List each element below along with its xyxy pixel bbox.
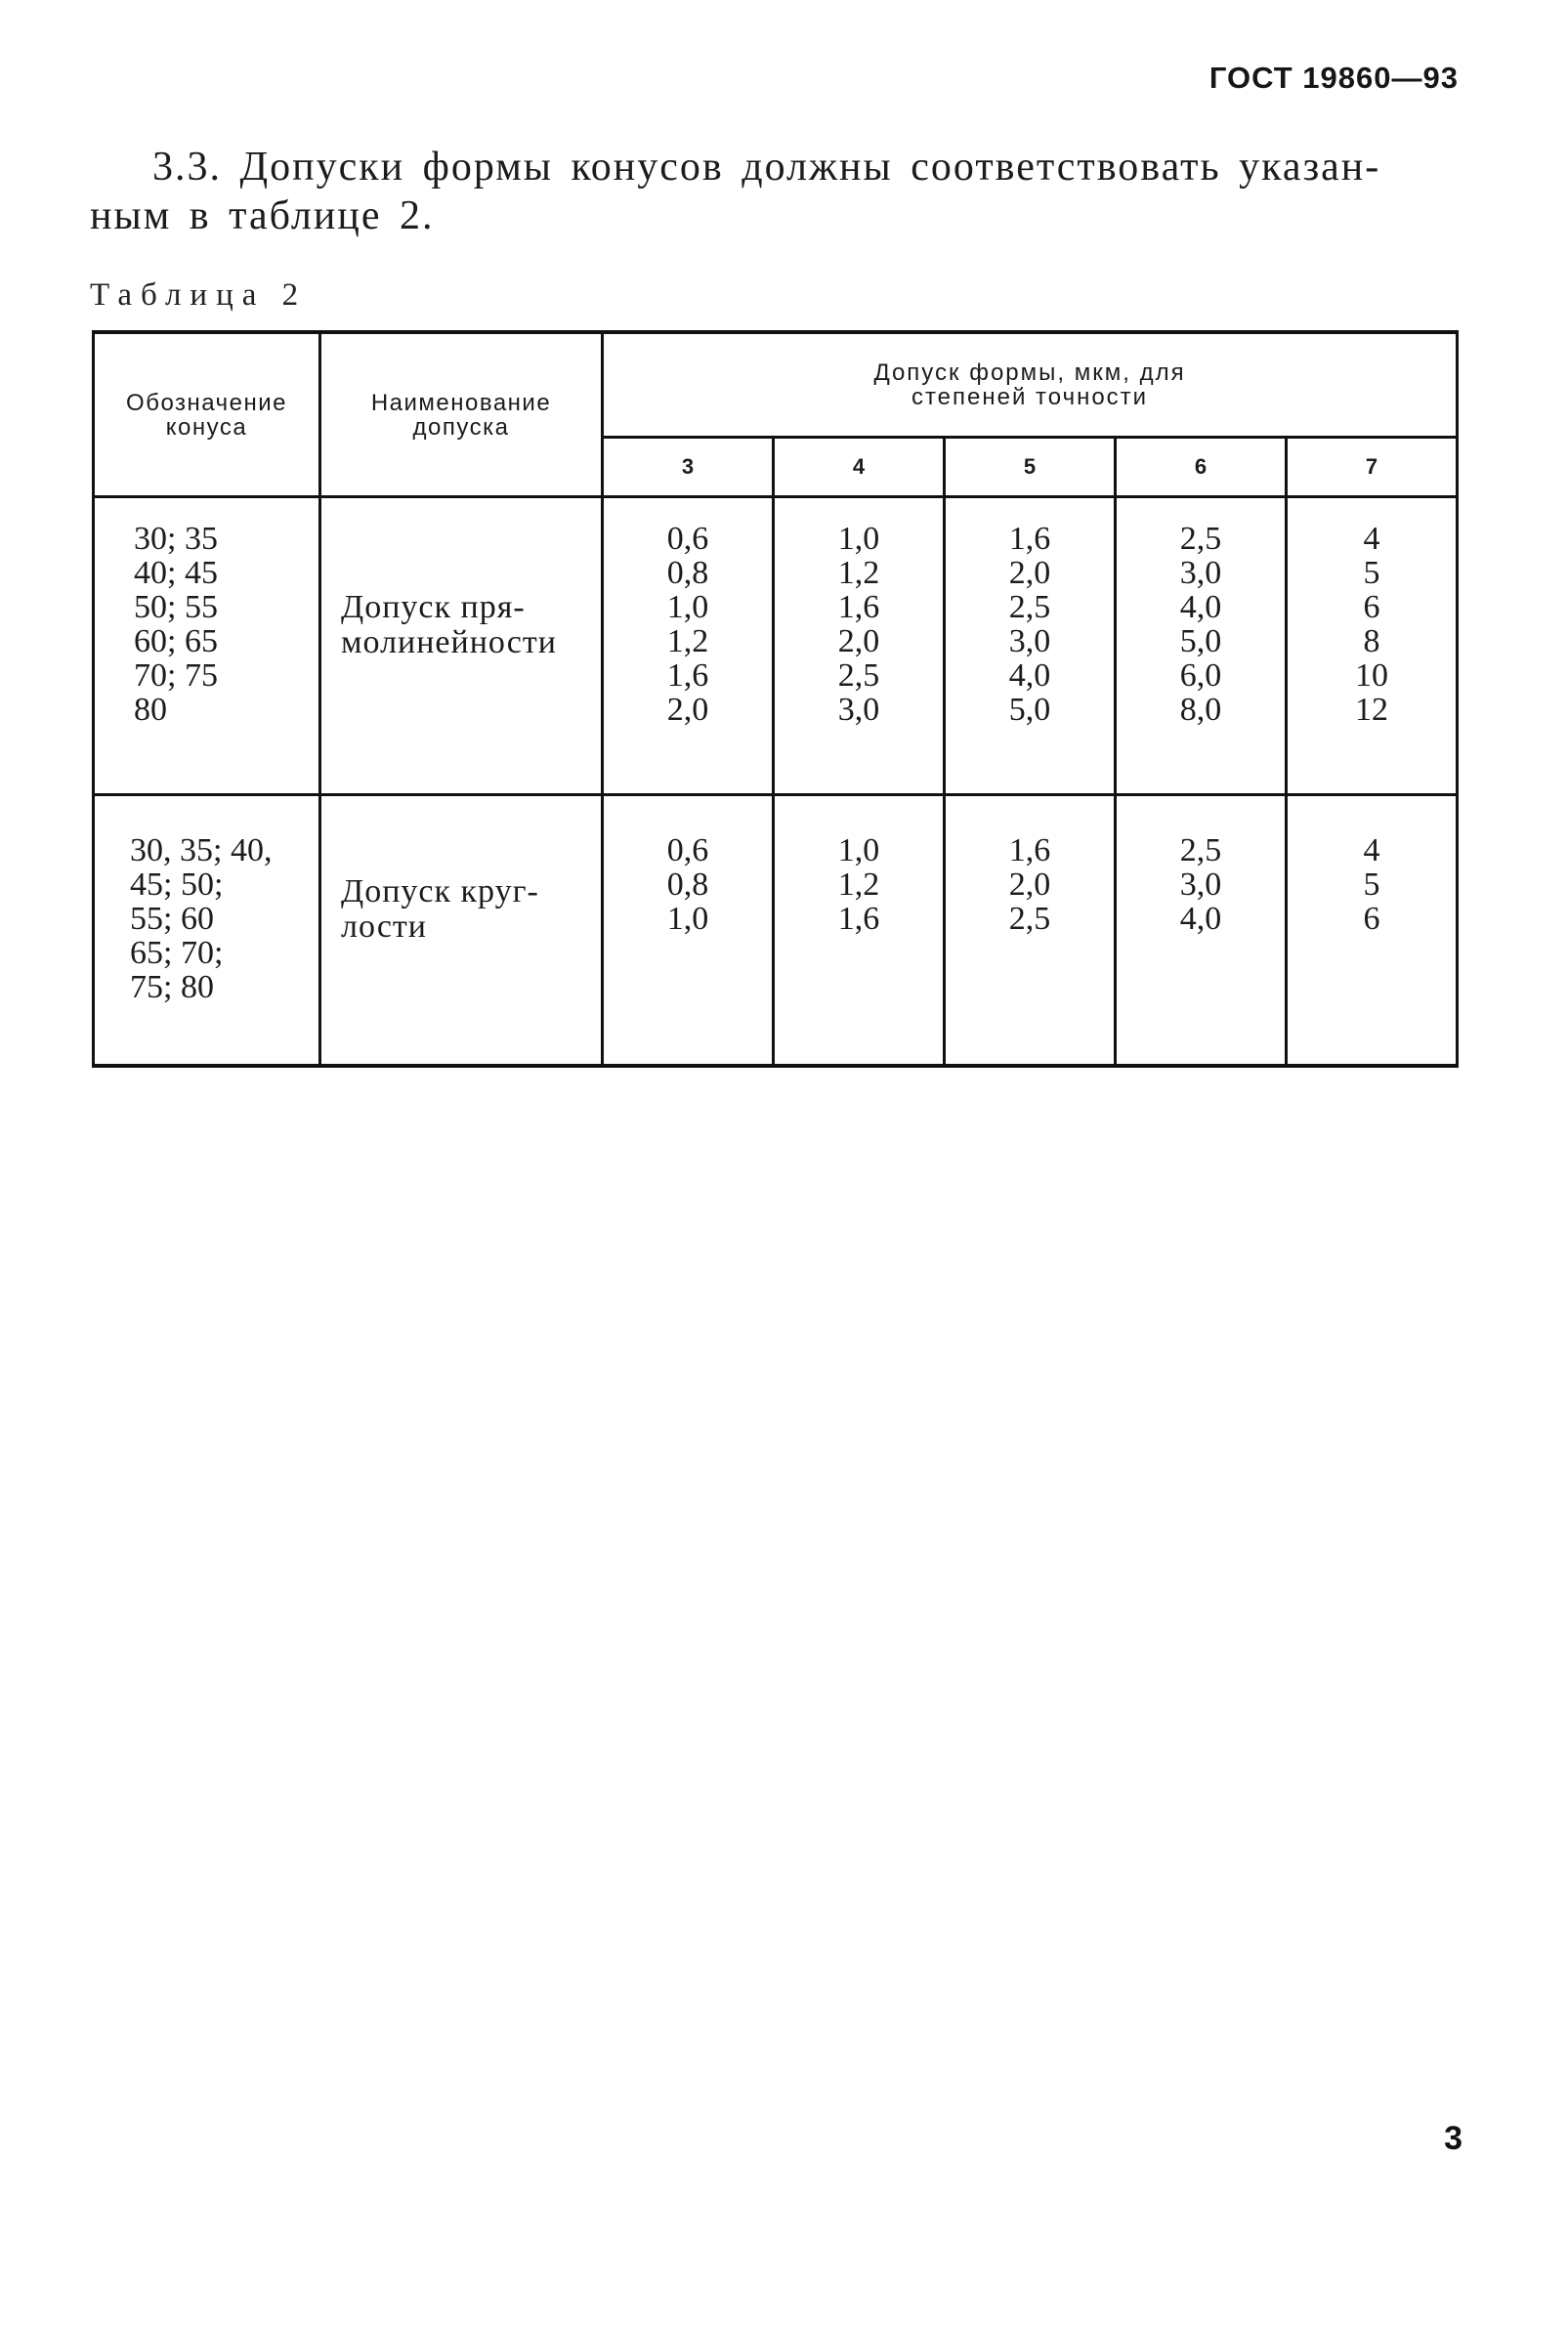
tolerance-value: 2,0 <box>1008 555 1051 591</box>
cell-cone-codes <box>94 795 320 1067</box>
tolerance-value: 0,6 <box>666 832 709 868</box>
tolerance-value: 12 <box>1355 692 1389 728</box>
header-group-line-1: Допуск формы, мкм, для <box>873 359 1186 386</box>
tolerance-value: 6 <box>1363 589 1380 625</box>
tolerance-value: 1,6 <box>1008 521 1051 557</box>
header-degree-3: 3 <box>603 438 774 497</box>
header-cone-designation <box>94 332 320 497</box>
tolerance-value: 0,6 <box>666 521 709 557</box>
cell-degree-5-values <box>945 497 1116 795</box>
paragraph-line-2: ным в таблице 2. <box>90 193 435 238</box>
tolerance-value: 6 <box>1363 901 1380 937</box>
cone-code: 45; 50; <box>130 867 224 903</box>
cell-degree-6-values <box>1116 795 1287 1067</box>
cell-cone-codes <box>94 497 320 795</box>
tolerance-value: 1,6 <box>837 901 880 937</box>
tolerance-value: 2,0 <box>837 623 880 659</box>
tolerance-value: 0,8 <box>666 867 709 903</box>
tolerance-value: 3,0 <box>1179 555 1222 591</box>
cone-code: 50; 55 <box>134 589 218 625</box>
cell-degree-5-values <box>945 795 1116 1067</box>
header-degree-6: 6 <box>1116 438 1287 497</box>
header-group-line-2: степеней точности <box>911 384 1149 410</box>
tolerance-value: 2,5 <box>1008 901 1051 937</box>
header-tolerance-name-line-2: допуска <box>412 413 510 441</box>
tolerance-value: 4,0 <box>1179 901 1222 937</box>
header-degree-4: 4 <box>774 438 945 497</box>
cone-code: 65; 70; <box>130 935 224 971</box>
tolerance-table-grid <box>92 330 1459 1068</box>
cone-code: 75; 80 <box>130 969 214 1005</box>
header-tolerance-name-line-1: Наименование <box>370 389 552 416</box>
tolerance-value: 2,5 <box>1179 521 1222 557</box>
cone-code: 55; 60 <box>130 901 214 937</box>
paragraph-line-1: 3.3. Допуски формы конусов должны соответствовать указан- <box>152 145 1381 190</box>
cell-degree-6-values <box>1116 497 1287 795</box>
tolerance-name-line: Допуск пря- <box>341 589 526 625</box>
tolerance-value: 8,0 <box>1179 692 1222 728</box>
cell-tolerance-name <box>320 497 603 795</box>
tolerance-value: 10 <box>1355 657 1389 694</box>
table-caption: Таблица 2 <box>90 277 308 313</box>
header-form-tolerance-group <box>603 332 1458 438</box>
tolerance-value: 6,0 <box>1179 657 1222 694</box>
tolerance-value: 1,6 <box>837 589 880 625</box>
document-code: ГОСТ 19860—93 <box>1208 61 1459 95</box>
tolerance-value: 1,2 <box>666 623 709 659</box>
cell-tolerance-name <box>320 795 603 1067</box>
cone-code: 40; 45 <box>134 555 218 591</box>
tolerance-value: 2,5 <box>837 657 880 694</box>
tolerance-name-line: Допуск круг- <box>341 873 539 909</box>
tolerance-value: 4,0 <box>1179 589 1222 625</box>
tolerance-value: 5 <box>1363 555 1380 591</box>
cone-code: 30, 35; 40, <box>130 832 273 868</box>
cone-code: 60; 65 <box>134 623 218 659</box>
header-cone-designation-line-2: конуса <box>165 413 248 441</box>
tolerance-value: 4 <box>1363 832 1380 868</box>
tolerance-value: 1,2 <box>837 555 880 591</box>
tolerance-value: 1,0 <box>666 901 709 937</box>
tolerance-value: 0,8 <box>666 555 709 591</box>
tolerance-value: 8 <box>1363 623 1380 659</box>
cone-code: 80 <box>134 692 167 728</box>
cell-degree-7-values <box>1287 497 1458 795</box>
tolerance-name-line: лости <box>341 909 427 945</box>
cell-degree-3-values <box>603 497 774 795</box>
tolerance-value: 1,0 <box>666 589 709 625</box>
cell-degree-3-values <box>603 795 774 1067</box>
tolerance-value: 5,0 <box>1008 692 1051 728</box>
paragraph-3-3 <box>90 143 1458 240</box>
tolerance-table <box>92 330 1457 1068</box>
tolerance-value: 1,6 <box>666 657 709 694</box>
tolerance-value: 2,5 <box>1179 832 1222 868</box>
tolerance-value: 1,2 <box>837 867 880 903</box>
cell-degree-4-values <box>774 795 945 1067</box>
table-row-roundness <box>94 795 1458 1067</box>
header-degree-5: 5 <box>945 438 1116 497</box>
page-number: 3 <box>1444 2120 1462 2157</box>
cone-code: 30; 35 <box>134 521 218 557</box>
tolerance-value: 1,0 <box>837 521 880 557</box>
cell-degree-7-values <box>1287 795 1458 1067</box>
tolerance-value: 2,0 <box>666 692 709 728</box>
header-degree-7: 7 <box>1287 438 1458 497</box>
tolerance-name-line: молинейности <box>341 624 557 660</box>
table-row-straightness <box>94 497 1458 795</box>
tolerance-value: 5 <box>1363 867 1380 903</box>
tolerance-value: 2,0 <box>1008 867 1051 903</box>
tolerance-value: 3,0 <box>837 692 880 728</box>
tolerance-value: 3,0 <box>1179 867 1222 903</box>
tolerance-value: 3,0 <box>1008 623 1051 659</box>
header-cone-designation-line-1: Обозначение <box>126 389 287 416</box>
tolerance-value: 4 <box>1363 521 1380 557</box>
tolerance-value: 5,0 <box>1179 623 1222 659</box>
header-tolerance-name <box>320 332 603 497</box>
tolerance-value: 2,5 <box>1008 589 1051 625</box>
tolerance-value: 1,0 <box>837 832 880 868</box>
cone-code: 70; 75 <box>134 657 218 694</box>
tolerance-value: 1,6 <box>1008 832 1051 868</box>
tolerance-value: 4,0 <box>1008 657 1051 694</box>
cell-degree-4-values <box>774 497 945 795</box>
